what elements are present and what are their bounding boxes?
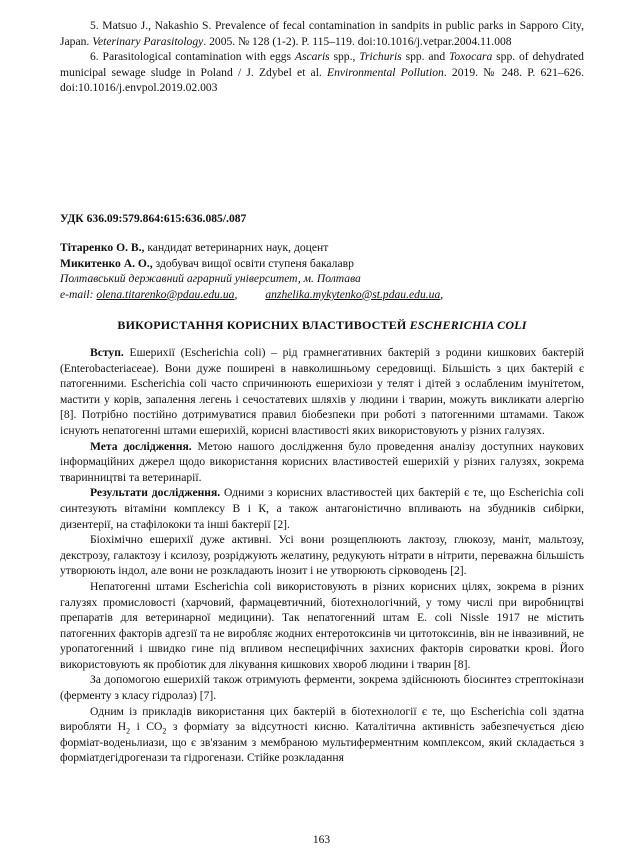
journal-name: Veterinary Parasitology	[92, 34, 204, 48]
aim-paragraph: Мета дослідження. Метою нашого дослідження було проведення аналізу доступних наукових інформаційних джерел щодо використання корисних властивостей ешерихій у різних галузях, зокрема тваринництві та ветеринарії.	[60, 439, 585, 484]
affiliation: Полтавський державний аграрний університет, м. Полтава	[60, 272, 361, 286]
reference-5: 5. Matsuo J., Nakashio S. Prevalence of fecal contamination in sandpits in public parks in Sapporo City, Japan. Veterinary Parasitology. 2005. № 128 (1-2). P. 115–119. doi:10.1016/j.vetpar.2004.11.008	[60, 19, 584, 48]
article-body	[60, 345, 584, 766]
biochemistry-paragraph: Біохімічно ешерихії дуже активні. Усі вони розщеплюють лактозу, глюкозу, маніт, мальтозу, декстрозу, галактозу і ксилозу, розріджують желатину, редукують нітрати в нітрити, переважна більшість утворюють індол, але вони не розкладають інозит і не утворюють сірководень [2].	[60, 533, 584, 578]
author-block	[60, 240, 584, 302]
intro-paragraph: Вступ. Ешерихії (Escherichia coli) – рід грамнегативних бактерій з родини кишкових бактерій (Enterobacteriaceae). Вони дуже поширені в навколишньому середовищі. Більшість з цих бактерій є патогенними. Escherichia coli часто спричинюють ешерихіози у телят і дітей з ослабленим імунітетом, мастити у корів, запалення легень і сечостатевих шляхів у людини і тварин, можуть викликати алергію [8]. Потрібно постійно дотримуватися правил біобезпеки при роботі з патогенними штамами. Також існують непатогенні штами ешерихій, корисні властивості яких використовують у різних галузях.	[60, 346, 584, 437]
email-link-2[interactable]: anzhelika.mykytenko@st.pdau.edu.ua	[265, 287, 441, 301]
page-number: 163	[312, 834, 331, 846]
biotech-paragraph: Одним із прикладів використання цих бактерій в біотехнології є те, що Escherichia coli здатна виробляти $H_2$ і $CO_2$ з форміату за відсутності кисню. Каталітична активність забезпечується дією форміат-воденьлиази, що є зв'язаним з мембраною мультиферментним комплексом, який складається з форміатдегідрогенази та гідрогенази. Стійке розкладання	[60, 704, 584, 765]
reference-6: 6. Parasitological contamination with eggs Ascaris spp., Trichuris spp. and Toxocara spp. of dehydrated municipal sewage sludge in Poland / J. Zdybel et al. Environmental Pollution. 2019. № 248. P. 621–626. doi:10.1016/j.envpol.2019.02.003	[60, 50, 584, 95]
author-2: Микитенко А. О., здобувач вищої освіти ступеня бакалавр	[60, 256, 354, 270]
nonpathogenic-paragraph: Непатогенні штами Escherichia coli використовують в різних корисних цілях, зокрема в різних галузях промисловості (харчовий, фармацевтичний, біотехнологічний, у тому числі при виробництві препаратів для ветеринарної медицини). Так непатогенний штам E. coli Nissle 1917 не містить патогенних факторів адгезії та не виробляє жодних ентеротоксинів чи цитотоксинів, він не інвазивний, не уропатогенний і швидко гине під впливом неспецифічних захисних факторів сироватки крові. Його використовують як пробіотик для лікування кишкових хвороб людини і тварин [8].	[60, 579, 584, 671]
author-1: Тітаренко О. В., кандидат ветеринарних наук, доцент	[60, 241, 329, 254]
reference-list	[60, 18, 584, 96]
article-title: ВИКОРИСТАННЯ КОРИСНИХ ВЛАСТИВОСТЕЙ ESCHERICHIA COLI	[117, 318, 527, 332]
journal-name: Environmental Pollution	[327, 65, 444, 79]
udc-code: УДК 636.09:579.864:615:636.085/.087	[60, 212, 247, 225]
results-paragraph: Результати дослідження. Одними з корисних властивостей цих бактерій є те, що Escherichia coli синтезують вітаміни комплексу В і К, а також антагоністично впливають на збудників сибірки, дизентерії, на стафілококи та інші бактерії [2].	[60, 486, 584, 531]
enzyme-paragraph: За допомогою ешерихій також отримують ферменти, зокрема здійснюють біосинтез стрептокінази (ферменту з класу гідролаз) [7].	[60, 673, 584, 703]
email-link-1[interactable]: olena.titarenko@pdau.edu.ua	[96, 287, 235, 301]
email-line: e-mail: olena.titarenko@pdau.edu.ua, anzhelika.mykytenko@st.pdau.edu.ua,	[60, 287, 444, 301]
